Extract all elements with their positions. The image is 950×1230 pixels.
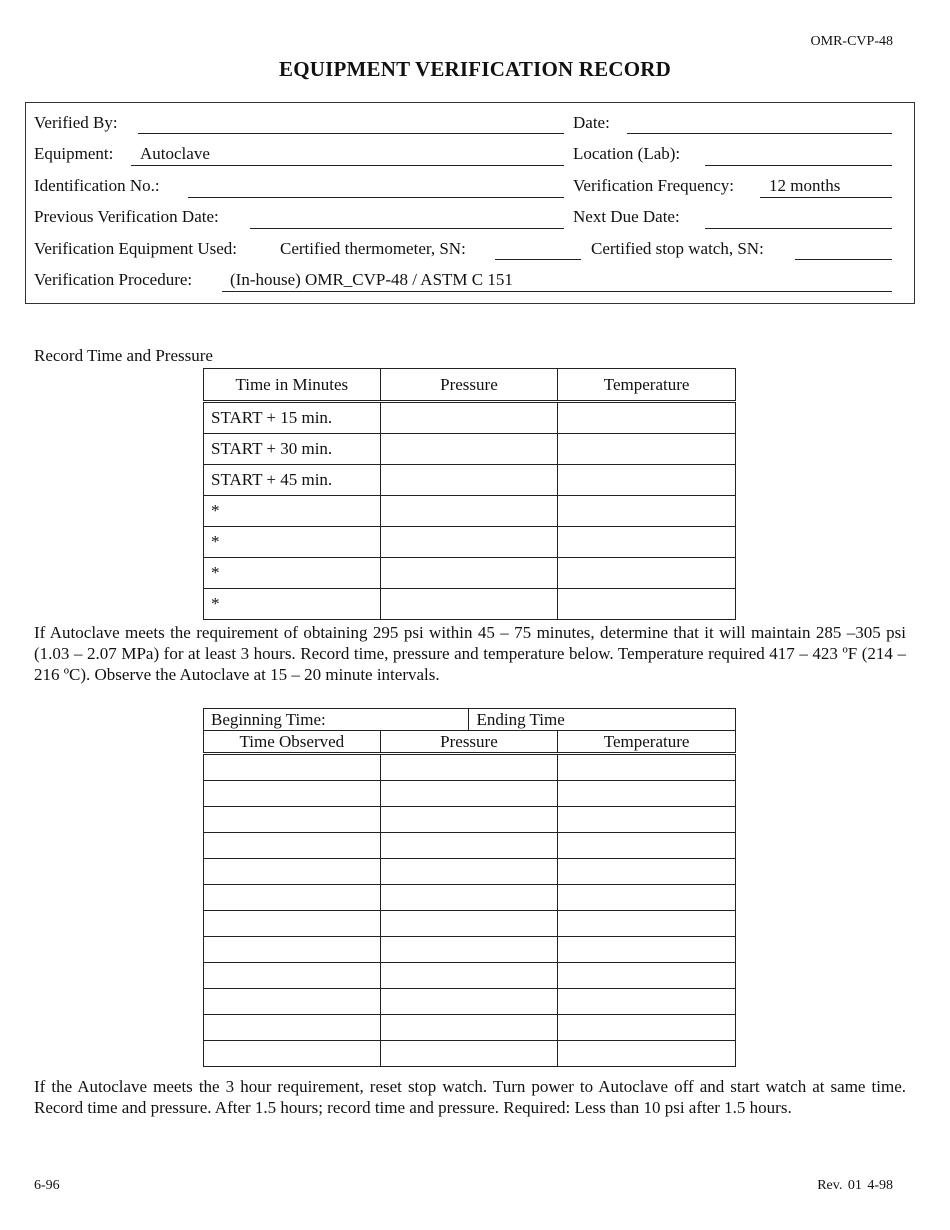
table-row (204, 885, 736, 911)
table-row (204, 1015, 736, 1041)
time-cell: * (204, 589, 381, 620)
table-row (204, 911, 736, 937)
pressure-cell[interactable] (380, 754, 558, 781)
pressure-cell[interactable] (380, 885, 558, 911)
table-row (204, 496, 736, 527)
temperature-cell[interactable] (558, 807, 736, 833)
temperature-cell[interactable] (558, 1015, 736, 1041)
time-observed-cell[interactable] (204, 859, 381, 885)
column-header-temperature: Temperature (558, 369, 736, 402)
table-row (204, 754, 736, 781)
record-time-pressure-label: Record Time and Pressure (34, 346, 213, 365)
table-row (204, 989, 736, 1015)
column-header-pressure: Pressure (380, 731, 558, 754)
table-row (204, 402, 736, 434)
verification-equipment-used-label: Verification Equipment Used: (34, 239, 238, 258)
time-observed-cell[interactable] (204, 754, 381, 781)
table-row (204, 963, 736, 989)
verification-procedure-label: Verification Procedure: (34, 270, 193, 289)
temperature-cell[interactable] (558, 527, 736, 558)
table-row (204, 937, 736, 963)
footer-form-date: 6-96 (34, 1178, 60, 1193)
temperature-cell[interactable] (558, 963, 736, 989)
table-row (204, 1041, 736, 1067)
time-observed-cell[interactable] (204, 833, 381, 859)
next-due-date-field[interactable] (705, 228, 892, 229)
time-observed-cell[interactable] (204, 1015, 381, 1041)
pressure-cell[interactable] (380, 589, 558, 620)
temperature-cell[interactable] (558, 859, 736, 885)
pressure-cell[interactable] (380, 1015, 558, 1041)
temperature-cell[interactable] (558, 885, 736, 911)
pressure-cell[interactable] (380, 911, 558, 937)
pressure-cell[interactable] (380, 558, 558, 589)
time-cell: START + 15 min. (204, 402, 381, 434)
pressure-cell[interactable] (380, 833, 558, 859)
ending-time-cell[interactable]: Ending Time (469, 709, 736, 731)
time-cell: START + 45 min. (204, 465, 381, 496)
column-header-time: Time in Minutes (204, 369, 381, 402)
temperature-cell[interactable] (558, 754, 736, 781)
temperature-cell[interactable] (558, 589, 736, 620)
footer-revision: Rev. 01 4-98 (817, 1178, 893, 1193)
beginning-ending-row (204, 709, 736, 731)
column-header-time-observed: Time Observed (204, 731, 381, 754)
thermometer-sn-field[interactable] (495, 259, 581, 260)
column-header-temperature: Temperature (558, 731, 736, 754)
temperature-cell[interactable] (558, 781, 736, 807)
equipment-field[interactable] (131, 165, 564, 166)
temperature-cell[interactable] (558, 989, 736, 1015)
verification-procedure-field[interactable] (222, 291, 892, 292)
pressure-cell[interactable] (380, 1041, 558, 1067)
time-observed-cell[interactable] (204, 989, 381, 1015)
instructions-paragraph-1: If Autoclave meets the requirement of obtaining 295 psi within 45 – 75 minutes, determine that it will maintain 285 –305 psi (1.03 – 2.07 MPa) for at least 3 hours. Record time, pressure and temperature below. Temperature required 417 – 423 ºF (214 – 216 ºC). Observe the Autoclave at 15 – 20 minute intervals. (34, 623, 906, 684)
time-observed-cell[interactable] (204, 937, 381, 963)
temperature-cell[interactable] (558, 434, 736, 465)
verification-procedure-value: (In-house) OMR_CVP-48 / ASTM C 151 (230, 270, 513, 289)
observation-table (203, 708, 736, 1067)
temperature-cell[interactable] (558, 496, 736, 527)
temperature-cell[interactable] (558, 911, 736, 937)
beginning-time-cell[interactable]: Beginning Time: (204, 709, 469, 731)
table-row (204, 465, 736, 496)
equipment-value: Autoclave (140, 144, 210, 163)
verification-frequency-label: Verification Frequency: (573, 176, 734, 195)
table-row (204, 589, 736, 620)
time-pressure-table (203, 368, 736, 620)
time-observed-cell[interactable] (204, 781, 381, 807)
time-cell: START + 30 min. (204, 434, 381, 465)
certified-stop-watch-label: Certified stop watch, SN: (591, 239, 764, 258)
temperature-cell[interactable] (558, 833, 736, 859)
pressure-cell[interactable] (380, 434, 558, 465)
time-cell: * (204, 527, 381, 558)
date-field[interactable] (627, 133, 892, 134)
pressure-cell[interactable] (380, 527, 558, 558)
document-id: OMR-CVP-48 (810, 34, 893, 49)
time-observed-cell[interactable] (204, 807, 381, 833)
previous-verification-date-field[interactable] (250, 228, 564, 229)
table-row (204, 434, 736, 465)
page-title: EQUIPMENT VERIFICATION RECORD (278, 57, 671, 81)
identification-no-field[interactable] (188, 197, 564, 198)
verified-by-field[interactable] (138, 133, 564, 134)
temperature-cell[interactable] (558, 402, 736, 434)
temperature-cell[interactable] (558, 937, 736, 963)
temperature-cell[interactable] (558, 465, 736, 496)
time-cell: * (204, 496, 381, 527)
stop-watch-sn-field[interactable] (795, 259, 892, 260)
equipment-label: Equipment: (34, 144, 114, 163)
location-label: Location (Lab): (573, 144, 681, 163)
temperature-cell[interactable] (558, 1041, 736, 1067)
previous-verification-date-label: Previous Verification Date: (34, 207, 219, 226)
table-row (204, 859, 736, 885)
pressure-cell[interactable] (380, 859, 558, 885)
verified-by-label: Verified By: (34, 113, 118, 132)
certified-thermometer-label: Certified thermometer, SN: (280, 239, 466, 258)
pressure-cell[interactable] (380, 402, 558, 434)
table-row (204, 807, 736, 833)
location-field[interactable] (705, 165, 892, 166)
table-row (204, 527, 736, 558)
verification-frequency-field[interactable] (760, 197, 892, 198)
verification-frequency-value: 12 months (769, 176, 841, 195)
pressure-cell[interactable] (380, 465, 558, 496)
pressure-cell[interactable] (380, 781, 558, 807)
table-row (204, 781, 736, 807)
time-observed-cell[interactable] (204, 1041, 381, 1067)
date-label: Date: (573, 113, 610, 132)
time-observed-cell[interactable] (204, 911, 381, 937)
pressure-cell[interactable] (380, 937, 558, 963)
next-due-date-label: Next Due Date: (573, 207, 680, 226)
time-observed-cell[interactable] (204, 963, 381, 989)
pressure-cell[interactable] (380, 989, 558, 1015)
table-row (204, 833, 736, 859)
identification-no-label: Identification No.: (34, 176, 160, 195)
pressure-cell[interactable] (380, 963, 558, 989)
instructions-paragraph-2: If the Autoclave meets the 3 hour requirement, reset stop watch. Turn power to Autoclave off and start watch at same time. Record time and pressure. After 1.5 hours; record time and pressure. Required: Less than 10 psi after 1.5 hours. (34, 1077, 906, 1117)
temperature-cell[interactable] (558, 558, 736, 589)
table-header-row (204, 731, 736, 754)
time-cell: * (204, 558, 381, 589)
table-row (204, 558, 736, 589)
table-header-row (204, 369, 736, 402)
column-header-pressure: Pressure (380, 369, 558, 402)
pressure-cell[interactable] (380, 496, 558, 527)
pressure-cell[interactable] (380, 807, 558, 833)
time-observed-cell[interactable] (204, 885, 381, 911)
